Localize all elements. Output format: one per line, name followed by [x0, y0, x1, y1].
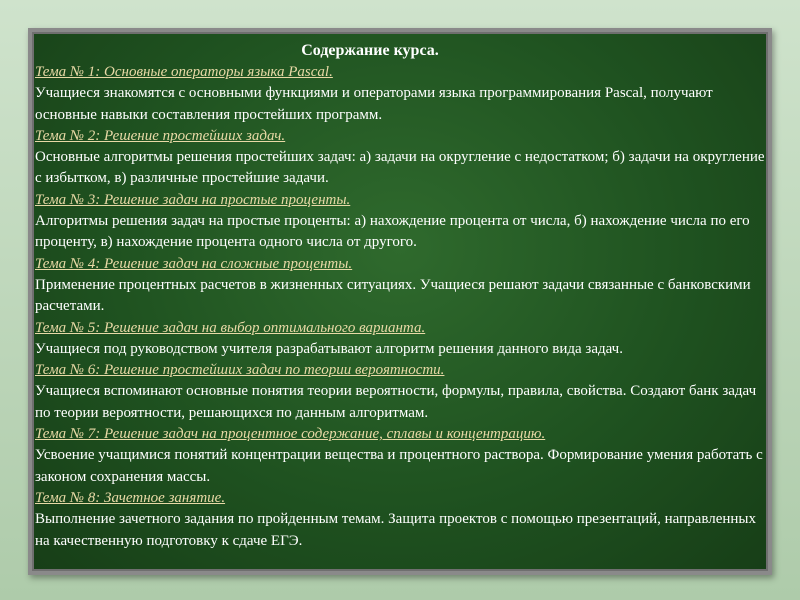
- topic-description-8: Выполнение зачетного задания по пройденным темам. Защита проектов с помощью презентаций, направленных на качественную подготовку к сдаче ЕГЭ.: [35, 511, 756, 549]
- topic-description-6: Учащиеся вспоминают основные понятия теории вероятности, формулы, правила, свойства. Создают банк задач по теории вероятности, решающихся по данным алгоритмам.: [35, 383, 757, 421]
- topic-description-4: Применение процентных расчетов в жизненных ситуациях. Учащиеся решают задачи связанные с банковскими расчетами.: [35, 276, 751, 315]
- topic-heading-1: Тема № 1: Основные операторы языка Pascal.: [35, 64, 333, 80]
- topic-description-3: Алгоритмы решения задач на простые проценты: а) нахождение процента от числа, б) нахождение числа по его проценту, в) нахождение процента одного числа от другого.: [35, 213, 750, 251]
- topic-heading-3: Тема № 3: Решение задач на простые проценты.: [35, 191, 351, 208]
- topic-description-5: Учащиеся под руководством учителя разрабатывают алгоритм решения данного вида задач.: [35, 340, 623, 357]
- page-title: Содержание курса.: [301, 42, 439, 59]
- topic-description-1: Учащиеся знакомятся с основными функциями и операторами языка программирования Pascal, получают основные навыки составления простейших программ.: [35, 85, 713, 123]
- topic-description-7: Усвоение учащимися понятий концентрации вещества и процентного раствора. Формирование умения работать с законом сохранения массы.: [35, 447, 763, 485]
- topic-heading-8: Тема № 8: Зачетное занятие.: [35, 489, 226, 506]
- topic-heading-7: Тема № 7: Решение задач на процентное содержание, сплавы и концентрацию.: [35, 426, 546, 443]
- course-content: [35, 40, 765, 552]
- topic-description-2: Основные алгоритмы решения простейших задач: а) задачи на округление с недостатком; б) задачи на округление с избытком, в) различные простейшие задачи.: [35, 149, 765, 187]
- topic-heading-5: Тема № 5: Решение задач на выбор оптимального варианта.: [35, 319, 426, 336]
- topic-heading-4: Тема № 4: Решение задач на сложные проценты.: [35, 255, 353, 272]
- topic-heading-2: Тема № 2: Решение простейших задач.: [35, 127, 286, 144]
- topic-heading-6: Тема № 6: Решение простейших задач по теории вероятности.: [35, 362, 445, 379]
